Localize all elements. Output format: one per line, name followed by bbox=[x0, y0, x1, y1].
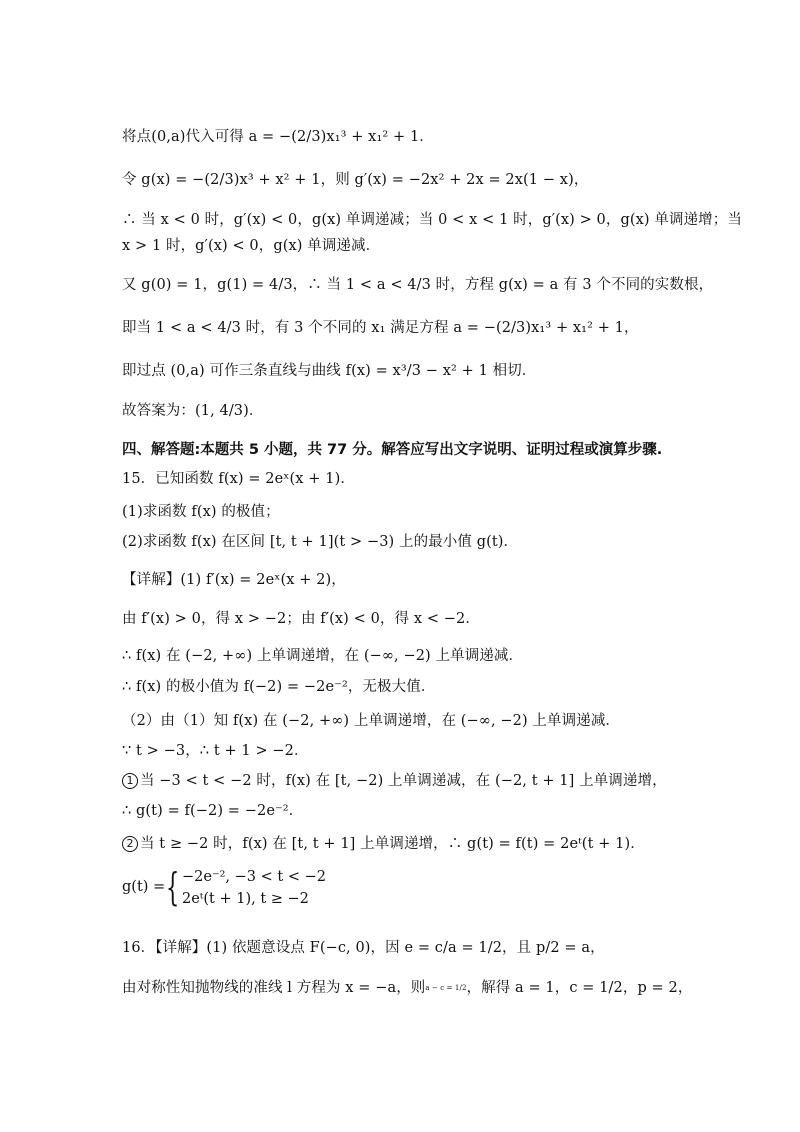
solution-line: ∵ t > −3，∴ t + 1 > −2． bbox=[122, 743, 309, 759]
case-text: 当 t ≥ −2 时，f(x) 在 [t, t + 1] 上单调递增，∴ g(t) = f(t) = 2eᵗ(t + 1)． bbox=[140, 836, 645, 852]
small-equation: a − c = 1/2 bbox=[425, 984, 467, 992]
solution-line: ∴ f(x) 的极小值为 f(−2) = −2e⁻²，无极大值． bbox=[122, 679, 436, 695]
text-line: x > 1 时，g′(x) < 0，g(x) 单调递减． bbox=[122, 238, 381, 254]
case-text: 当 −3 < t < −2 时，f(x) 在 [t, −2) 上单调递减，在 (−2, t + 1] 上单调递增， bbox=[140, 773, 667, 789]
problem-16-line: 16．【详解】(1) 依题意设点 F(−c, 0)，因 e = c/a = 1/2，且 p/2 = a， bbox=[122, 940, 605, 956]
solution-line bbox=[122, 771, 740, 791]
text-fragment: 由对称性知抛物线的准线 l 方程为 x = −a，则 bbox=[122, 980, 426, 996]
solution-line bbox=[122, 834, 740, 854]
problem-statement: 15．已知函数 f(x) = 2eˣ(x + 1)． bbox=[122, 471, 355, 487]
piecewise-case-2: 2eᵗ(t + 1), t ≥ −2 bbox=[182, 891, 309, 907]
piecewise-lhs: g(t) = bbox=[122, 879, 166, 895]
question-part-1: (1)求函数 f(x) 的极值； bbox=[122, 504, 280, 520]
solution-line: ∴ f(x) 在 (−2, +∞) 上单调递增，在 (−∞, −2) 上单调递减． bbox=[122, 648, 524, 664]
text-line: 即当 1 < a < 4/3 时，有 3 个不同的 x₁ 满足方程 a = −(2/3)x₁³ + x₁² + 1， bbox=[122, 320, 639, 336]
circled-number: 1 bbox=[122, 773, 138, 789]
text-line: 又 g(0) = 1，g(1) = 4/3，∴ 当 1 < a < 4/3 时，方程 g(x) = a 有 3 个不同的实数根， bbox=[122, 277, 714, 293]
question-part-2: (2)求函数 f(x) 在区间 [t, t + 1](t > −3) 上的最小值 g(t)． bbox=[122, 534, 519, 550]
section-heading: 四、解答题:本题共 5 小题，共 77 分。解答应写出文字说明、证明过程或演算步骤. bbox=[122, 442, 663, 458]
text-line: 令 g(x) = −(2/3)x³ + x² + 1，则 g′(x) = −2x² + 2x = 2x(1 − x)， bbox=[122, 172, 589, 188]
solution-line: ∴ g(t) = f(−2) = −2e⁻²． bbox=[122, 803, 304, 819]
solution-line bbox=[122, 978, 740, 998]
solution-line: 【详解】(1) f′(x) = 2eˣ(x + 2)， bbox=[122, 572, 346, 588]
text-fragment: ，解得 a = 1，c = 1/2，p = 2， bbox=[466, 980, 693, 996]
text-line: 故答案为：(1, 4/3)． bbox=[122, 403, 264, 419]
left-brace: { bbox=[166, 865, 180, 909]
circled-number: 2 bbox=[122, 836, 138, 852]
solution-line: （2）由（1）知 f(x) 在 (−2, +∞) 上单调递增，在 (−∞, −2) 上单调递减． bbox=[122, 713, 621, 729]
solution-line: 由 f′(x) > 0，得 x > −2；由 f′(x) < 0，得 x < −2． bbox=[122, 611, 480, 627]
text-line: 即过点 (0,a) 可作三条直线与曲线 f(x) = x³/3 − x² + 1 相切． bbox=[122, 363, 537, 379]
text-line: ∴ 当 x < 0 时，g′(x) < 0，g(x) 单调递减；当 0 < x < 1 时，g′(x) > 0，g(x) 单调递增；当 bbox=[122, 212, 742, 228]
text-line: 将点(0,a)代入可得 a = −(2/3)x₁³ + x₁² + 1． bbox=[122, 129, 434, 145]
piecewise-case-1: −2e⁻², −3 < t < −2 bbox=[182, 869, 326, 885]
